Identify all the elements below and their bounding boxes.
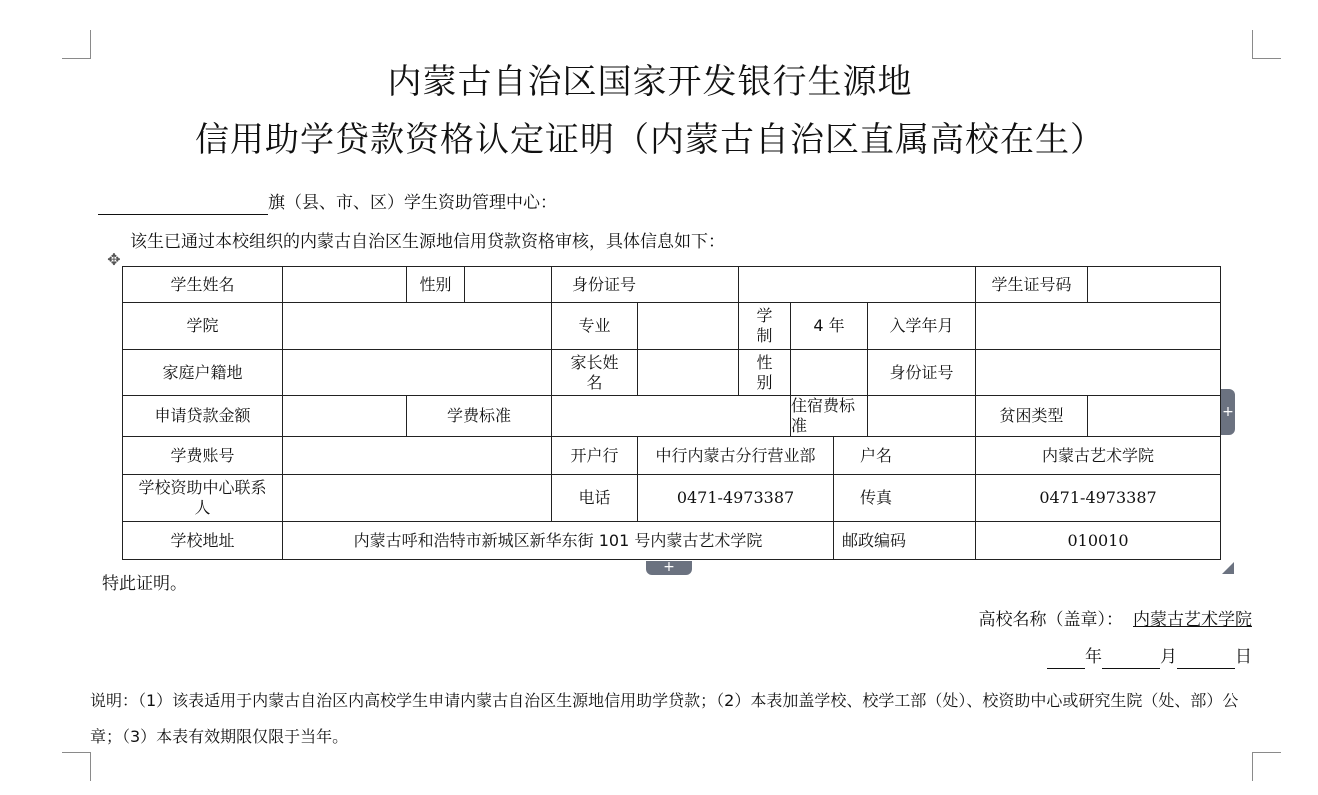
cell-contact-label: 学校资助中心联系人	[123, 475, 283, 522]
cell-loan-label: 申请贷款金额	[123, 396, 283, 437]
day-blank[interactable]	[1177, 648, 1235, 669]
crop-mark-top-right	[1252, 30, 1281, 59]
cell-postcode-value: 010010	[976, 522, 1221, 560]
cell-bank-value: 中行内蒙古分行营业部	[638, 437, 834, 475]
cell-fax-value: 0471-4973387	[976, 475, 1221, 522]
add-column-button[interactable]: +	[1221, 389, 1235, 435]
addressee-suffix: 旗（县、市、区）学生资助管理中心：	[268, 193, 557, 213]
table-row	[123, 267, 1221, 303]
date-line	[1047, 645, 1252, 669]
table-resize-handle[interactable]	[1222, 562, 1234, 574]
document-title-line2: 信用助学贷款资格认定证明（内蒙古自治区直属高校在生）	[195, 120, 1105, 160]
school-signature	[979, 608, 1253, 632]
cell-parent-name-value[interactable]	[638, 350, 739, 396]
table-row	[123, 437, 1221, 475]
cell-loan-value[interactable]	[283, 396, 407, 437]
cell-parent-name-label: 家长姓名	[552, 350, 638, 396]
cell-tuition-std-value[interactable]	[552, 396, 791, 437]
month-label: 月	[1160, 647, 1177, 667]
info-table	[122, 266, 1221, 560]
cell-major-value[interactable]	[638, 303, 739, 350]
table-row	[123, 475, 1221, 522]
crop-mark-bottom-right	[1252, 752, 1281, 781]
cell-college-label: 学院	[123, 303, 283, 350]
table-row	[123, 350, 1221, 396]
cell-lodging-label: 住宿费标准	[791, 396, 868, 437]
add-row-button[interactable]: +	[646, 561, 692, 575]
year-blank[interactable]	[1047, 648, 1085, 669]
cell-gender-value[interactable]	[465, 267, 552, 303]
cell-parent-id-label: 身份证号	[868, 350, 976, 396]
cell-id-value[interactable]	[739, 267, 976, 303]
certify-text: 特此证明。	[102, 574, 187, 594]
cell-postcode-label: 邮政编码	[834, 522, 976, 560]
cell-duration-value: 4 年	[791, 303, 868, 350]
cell-gender-label: 性别	[407, 267, 465, 303]
day-label: 日	[1235, 647, 1252, 667]
cell-phone-label: 电话	[552, 475, 638, 522]
table-row	[123, 303, 1221, 350]
cell-id-label: 身份证号	[552, 267, 739, 303]
cell-bank-label: 开户行	[552, 437, 638, 475]
month-blank[interactable]	[1102, 648, 1160, 669]
cell-duration-label: 学制	[739, 303, 791, 350]
notes-text: 说明：（1）该表适用于内蒙古自治区内高校学生申请内蒙古自治区生源地信用助学贷款；（2）本表加盖学校、校学工部（处）、校资助中心或研究生院（处、部）公章；（3）本表有效期限仅限于当年。	[90, 691, 1239, 746]
cell-major-label: 专业	[552, 303, 638, 350]
cell-fax-label: 传真	[834, 475, 976, 522]
cell-household-label: 家庭户籍地	[123, 350, 283, 396]
cell-student-id-value[interactable]	[1088, 267, 1221, 303]
cell-phone-value: 0471-4973387	[638, 475, 834, 522]
cell-address-value: 内蒙古呼和浩特市新城区新华东街 101 号内蒙古艺术学院	[283, 522, 834, 560]
table-row	[123, 396, 1221, 437]
document-title-line1: 内蒙古自治区国家开发银行生源地	[387, 62, 913, 102]
crop-mark-bottom-left	[62, 752, 91, 781]
school-name: 内蒙古艺术学院	[1133, 610, 1252, 630]
cell-household-value[interactable]	[283, 350, 552, 396]
cell-enroll-label: 入学年月	[868, 303, 976, 350]
cell-college-value[interactable]	[283, 303, 552, 350]
cell-enroll-value[interactable]	[976, 303, 1221, 350]
cell-student-name-value[interactable]	[283, 267, 407, 303]
cell-parent-gender-value[interactable]	[791, 350, 868, 396]
cell-account-value[interactable]	[283, 437, 552, 475]
crop-mark-top-left	[62, 30, 91, 59]
table-row	[123, 522, 1221, 560]
cell-account-name-label: 户名	[834, 437, 976, 475]
cell-account-label: 学费账号	[123, 437, 283, 475]
cell-poverty-label: 贫困类型	[976, 396, 1088, 437]
cell-contact-value[interactable]	[283, 475, 552, 522]
cell-lodging-value[interactable]	[868, 396, 976, 437]
cell-parent-gender-label: 性别	[739, 350, 791, 396]
cell-address-label: 学校地址	[123, 522, 283, 560]
cell-student-name-label: 学生姓名	[123, 267, 283, 303]
cell-parent-id-value[interactable]	[976, 350, 1221, 396]
cell-account-name-value: 内蒙古艺术学院	[976, 437, 1221, 475]
table-move-icon[interactable]: ✥	[107, 250, 121, 269]
year-label: 年	[1085, 647, 1102, 667]
addressee-blank[interactable]	[98, 194, 268, 215]
cell-poverty-value[interactable]	[1088, 396, 1221, 437]
intro-text: 该生已通过本校组织的内蒙古自治区生源地信用贷款资格审核，具体信息如下：	[130, 232, 725, 252]
cell-tuition-std-label: 学费标准	[407, 396, 552, 437]
cell-student-id-label: 学生证号码	[976, 267, 1088, 303]
addressee-line	[98, 191, 557, 215]
school-label: 高校名称（盖章）：	[978, 610, 1123, 630]
